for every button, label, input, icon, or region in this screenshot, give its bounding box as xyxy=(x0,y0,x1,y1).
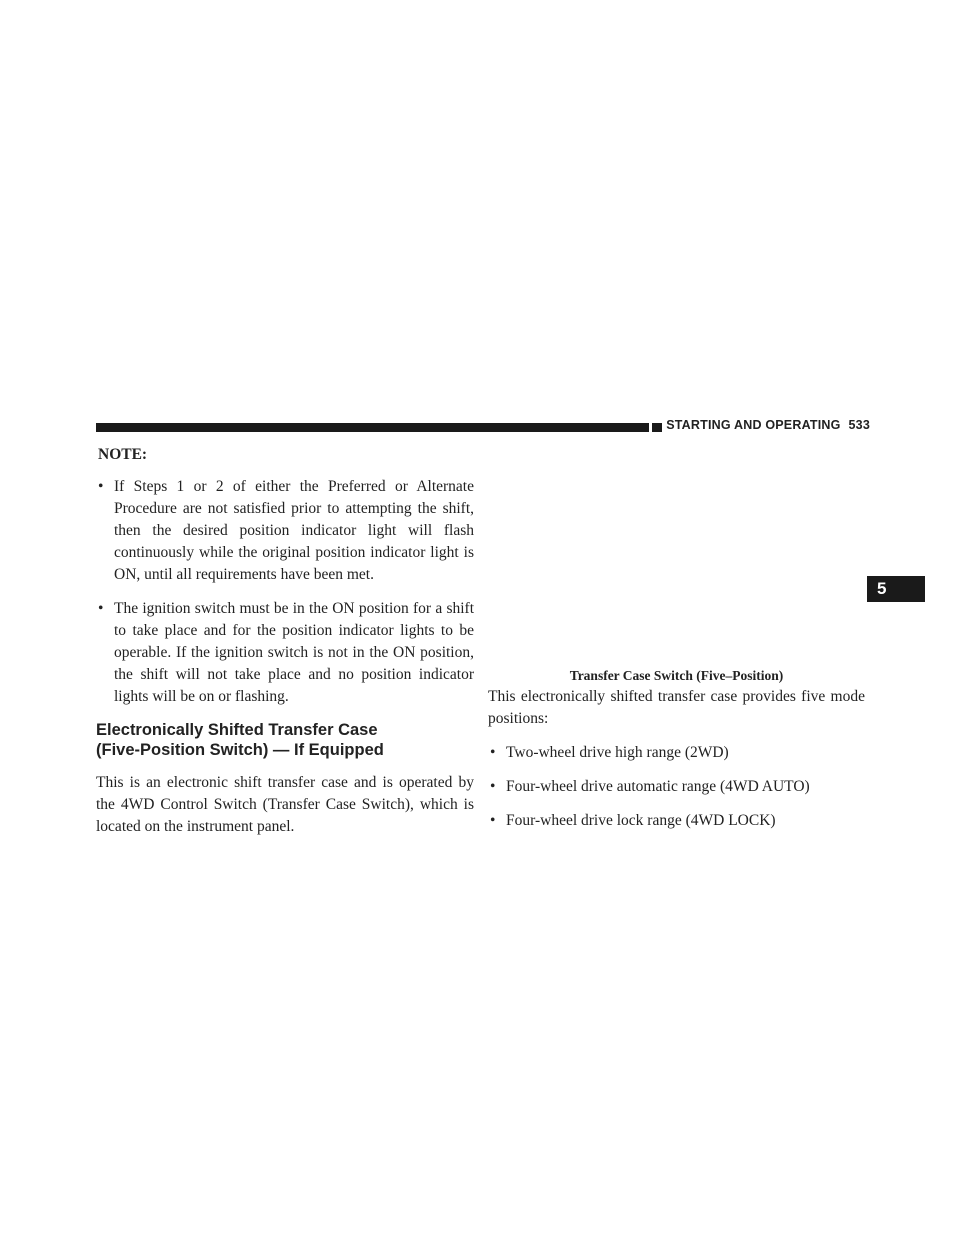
left-column xyxy=(96,444,474,852)
note-bullet-text: The ignition switch must be in the ON position for a shift to take place and for the position indicator lights to be operable. If the ignition switch is not in the ON position, the shift will not take place and no position indicator lights will be on or flashing. xyxy=(114,600,474,705)
bullet-glyph: • xyxy=(98,478,104,495)
note-bullet-text: If Steps 1 or 2 of either the Preferred or Alternate Procedure are not satisfied prior to attempting the shift, then the desired position indicator light will flash continuously while the original position indicator light is ON, until all requirements have been met. xyxy=(114,478,474,583)
bullet-glyph: • xyxy=(490,778,496,795)
header-rule-left xyxy=(96,423,649,432)
mode-bullet-text: Two-wheel drive high range (2WD) xyxy=(506,744,729,761)
section-heading xyxy=(96,720,474,760)
bullet-glyph: • xyxy=(98,600,104,617)
intro-paragraph: This electronically shifted transfer case provides five mode positions: xyxy=(488,688,865,727)
mode-bullet xyxy=(488,742,865,764)
note-title: NOTE: xyxy=(98,446,148,463)
right-column xyxy=(488,666,865,844)
header-section-title: STARTING AND OPERATING xyxy=(666,418,841,432)
mode-bullet-text: Four-wheel drive lock range (4WD LOCK) xyxy=(506,812,776,829)
section-heading-line2: (Five-Position Switch) — If Equipped xyxy=(96,741,384,759)
chapter-tab: 5 xyxy=(867,576,925,602)
bullet-glyph: • xyxy=(490,812,496,829)
figure-caption: Transfer Case Switch (Five–Position) xyxy=(569,668,784,683)
bullet-glyph: • xyxy=(490,744,496,761)
mode-bullet-text: Four-wheel drive automatic range (4WD AUTO) xyxy=(506,778,810,795)
mode-bullet xyxy=(488,810,865,832)
page-number: 533 xyxy=(848,418,870,432)
note-bullet xyxy=(96,476,474,586)
section-heading-line1: Electronically Shifted Transfer Case xyxy=(96,721,378,739)
mode-bullet xyxy=(488,776,865,798)
running-header xyxy=(662,418,870,432)
note-bullet xyxy=(96,598,474,708)
body-paragraph: This is an electronic shift transfer case and is operated by the 4WD Control Switch (Transfer Case Switch), which is located on the instrument panel. xyxy=(96,774,474,835)
